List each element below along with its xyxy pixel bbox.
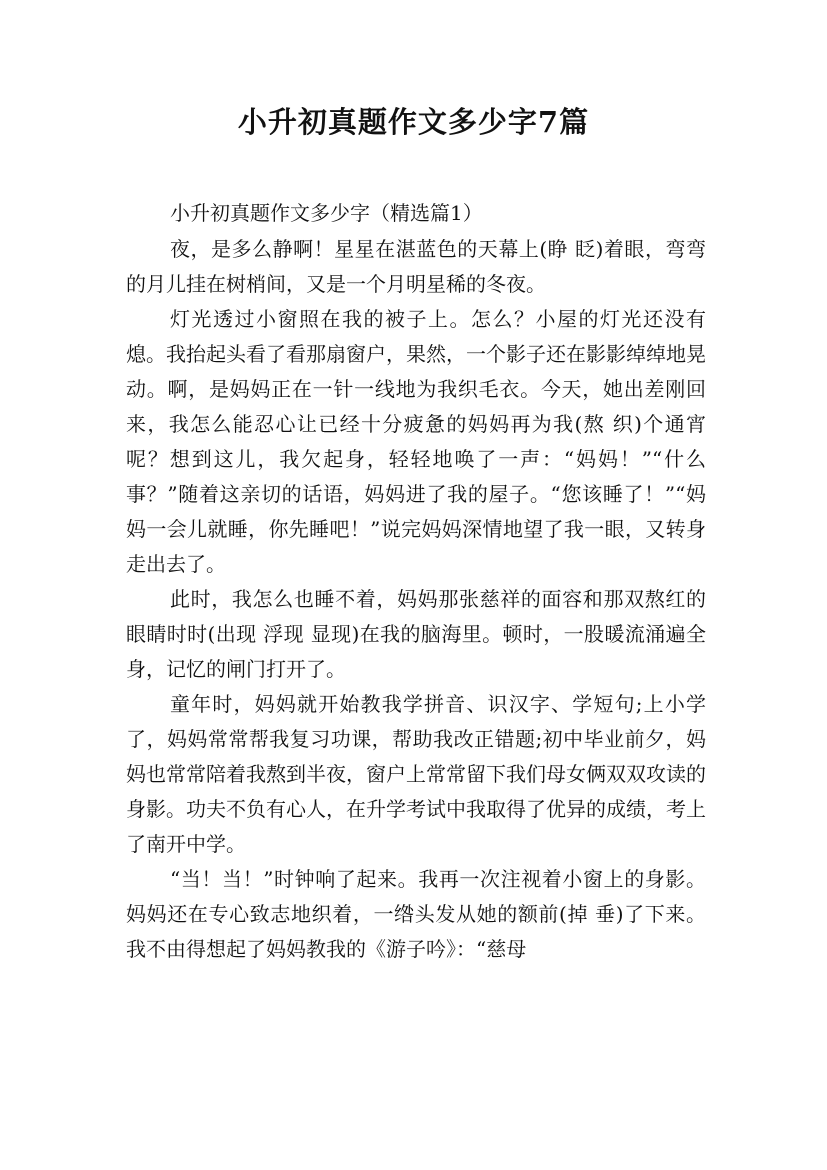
- section-subheading: 小升初真题作文多少字（精选篇1）: [170, 201, 483, 225]
- paragraph-3: 此时，我怎么也睡不着，妈妈那张慈祥的面容和那双熬红的眼睛时时(出现 浮现 显现)在我的脑海里。顿时，一股暖流涌遍全身，记忆的闸门打开了。: [126, 587, 706, 681]
- paragraph-1: 夜，是多么静啊！星星在湛蓝色的天幕上(睁 眨)着眼，弯弯的月儿挂在树梢间，又是一个月明星稀的冬夜。: [126, 237, 706, 296]
- paragraph-5: “当！当！”时钟响了起来。我再一次注视着小窗上的身影。妈妈还在专心致志地织着，一绺头发从她的额前(掉 垂)了下来。我不由得想起了妈妈教我的《游子吟》：“慈母: [126, 867, 706, 961]
- paragraph-2: 灯光透过小窗照在我的被子上。怎么？小屋的灯光还没有熄。我抬起头看了看那扇窗户，果然，一个影子还在影影绰绰地晃动。啊，是妈妈正在一针一线地为我织毛衣。今天，她出差刚回来，我怎么能忍心让已经十分疲惫的妈妈再为我(熬 织)个通宵呢？想到这儿，我欠起身，轻轻地唤了一声：“妈妈！”“什么事？”随着这亲切的话语，妈妈进了我的屋子。“您该睡了！”“妈妈一会儿就睡，你先睡吧！”说完妈妈深情地望了我一眼，又转身走出去了。: [126, 307, 706, 576]
- essay-body: [126, 232, 706, 967]
- paragraph-4: 童年时，妈妈就开始教我学拼音、识汉字、学短句;上小学了，妈妈常常帮我复习功课，帮助我改正错题;初中毕业前夕，妈妈也常常陪着我熬到半夜，窗户上常常留下我们母女俩双双攻读的身影。功夫不负有心人，在升学考试中我取得了优异的成绩，考上了南开中学。: [126, 692, 706, 856]
- document-title: 小升初真题作文多少字7篇: [237, 105, 590, 139]
